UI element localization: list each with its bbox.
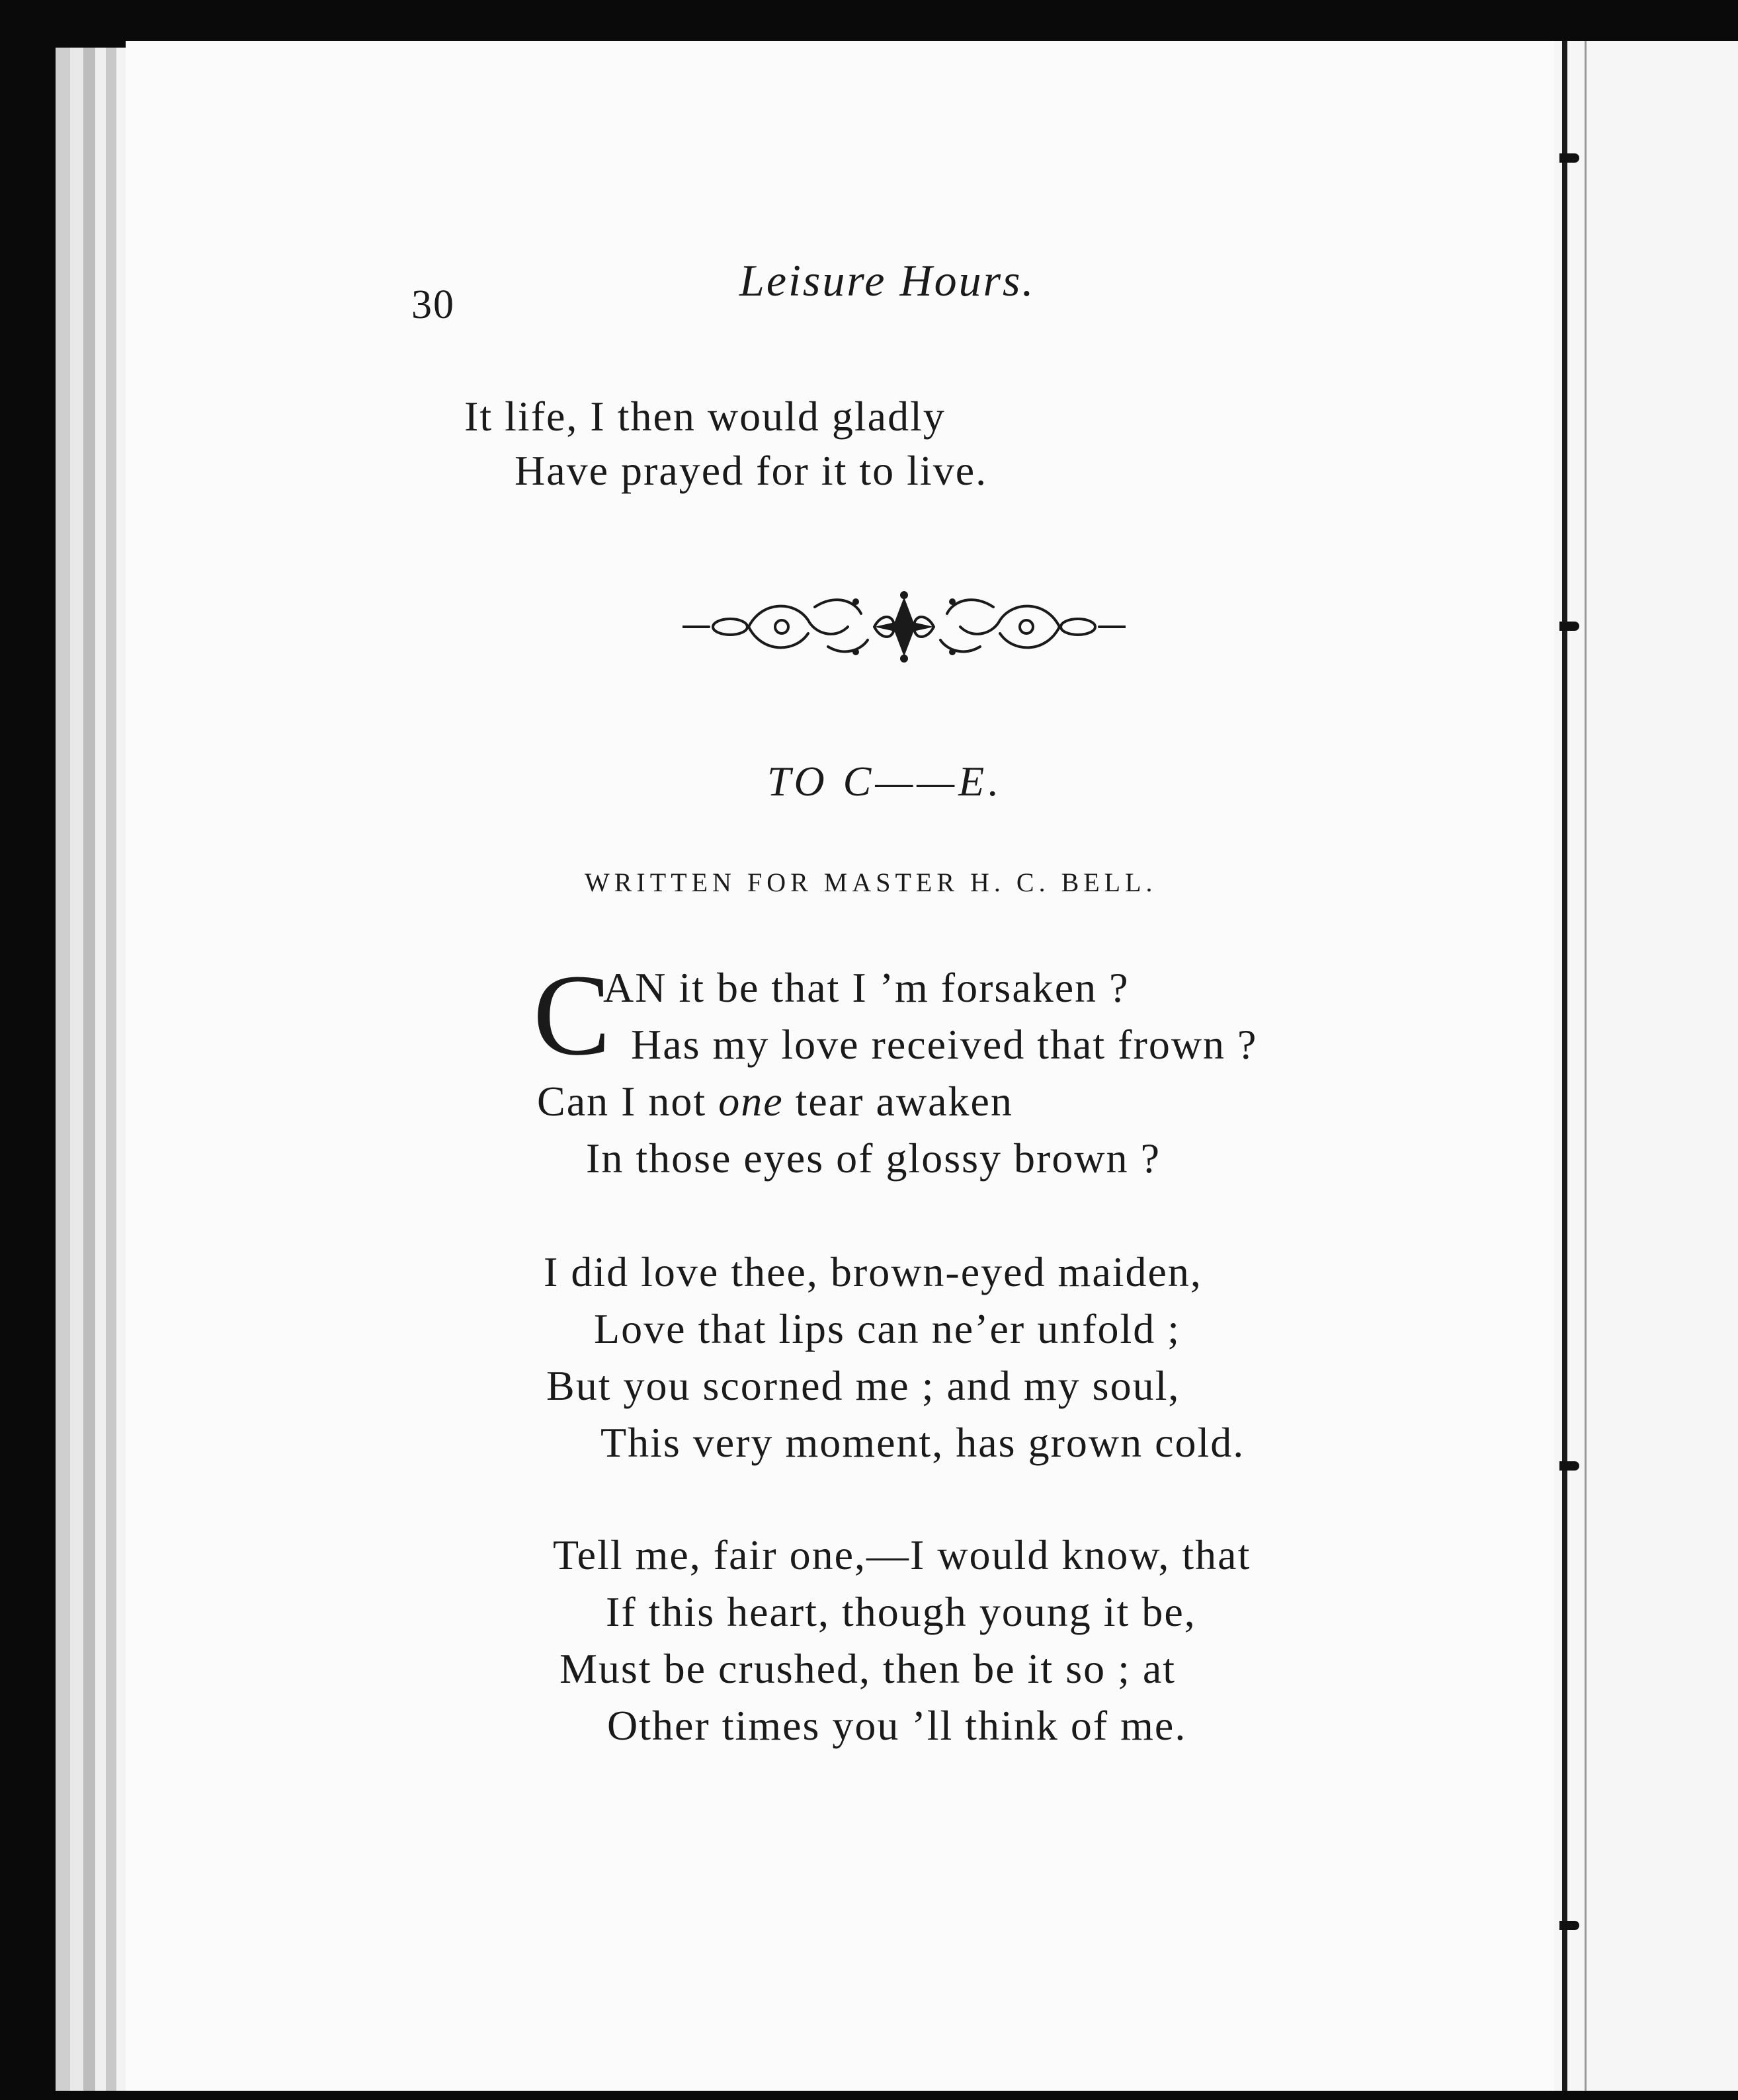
drop-cap: C — [533, 951, 611, 1080]
verse-line: Has my love received that frown ? — [631, 1021, 1258, 1068]
page-edge — [83, 48, 95, 2091]
running-title: Leisure Hours. — [739, 255, 1036, 305]
binding-tick — [1559, 1461, 1579, 1471]
page-edge — [70, 48, 83, 2091]
verse-line: Tell me, fair one,—I would know, that — [553, 1531, 1251, 1578]
verse-text: Can I not — [537, 1078, 719, 1125]
binding-tick — [1559, 622, 1579, 631]
page-edge — [95, 48, 106, 2091]
binding-line — [1562, 41, 1567, 2091]
verse-text: tear awaken — [783, 1078, 1013, 1125]
verse-line: It life, I then would gladly — [464, 393, 946, 440]
verse-line: But you scorned me ; and my soul, — [546, 1362, 1180, 1409]
binding-line — [1585, 41, 1587, 2091]
verse-emphasis: one — [718, 1078, 784, 1125]
page-edge — [56, 48, 70, 2091]
poem-title: TO C——E. — [767, 758, 1003, 805]
verse-line: If this heart, though young it be, — [606, 1588, 1196, 1635]
verse-line: In those eyes of glossy brown ? — [586, 1135, 1161, 1182]
verse-line: Have prayed for it to live. — [515, 447, 988, 494]
binding-strip — [1554, 41, 1738, 2091]
verse-line: This very moment, has grown cold. — [600, 1419, 1245, 1466]
decorative-ornament — [683, 587, 1126, 666]
verse-line: AN it be that I ’m forsaken ? — [603, 964, 1130, 1011]
binding-tick — [1559, 153, 1579, 163]
verse-line: Other times you ’ll think of me. — [607, 1702, 1187, 1749]
verse-line: Love that lips can ne’er unfold ; — [594, 1305, 1181, 1352]
page-number: 30 — [411, 282, 455, 327]
binding-tick — [1559, 1921, 1579, 1930]
page-edge — [116, 48, 126, 2091]
verse-line — [537, 1080, 1013, 1123]
poem-subtitle: WRITTEN FOR MASTER H. C. BELL. — [585, 868, 1157, 897]
page-edge — [106, 48, 116, 2091]
verse-line: I did love thee, brown-eyed maiden, — [544, 1248, 1202, 1295]
verse-line: Must be crushed, then be it so ; at — [559, 1645, 1177, 1692]
